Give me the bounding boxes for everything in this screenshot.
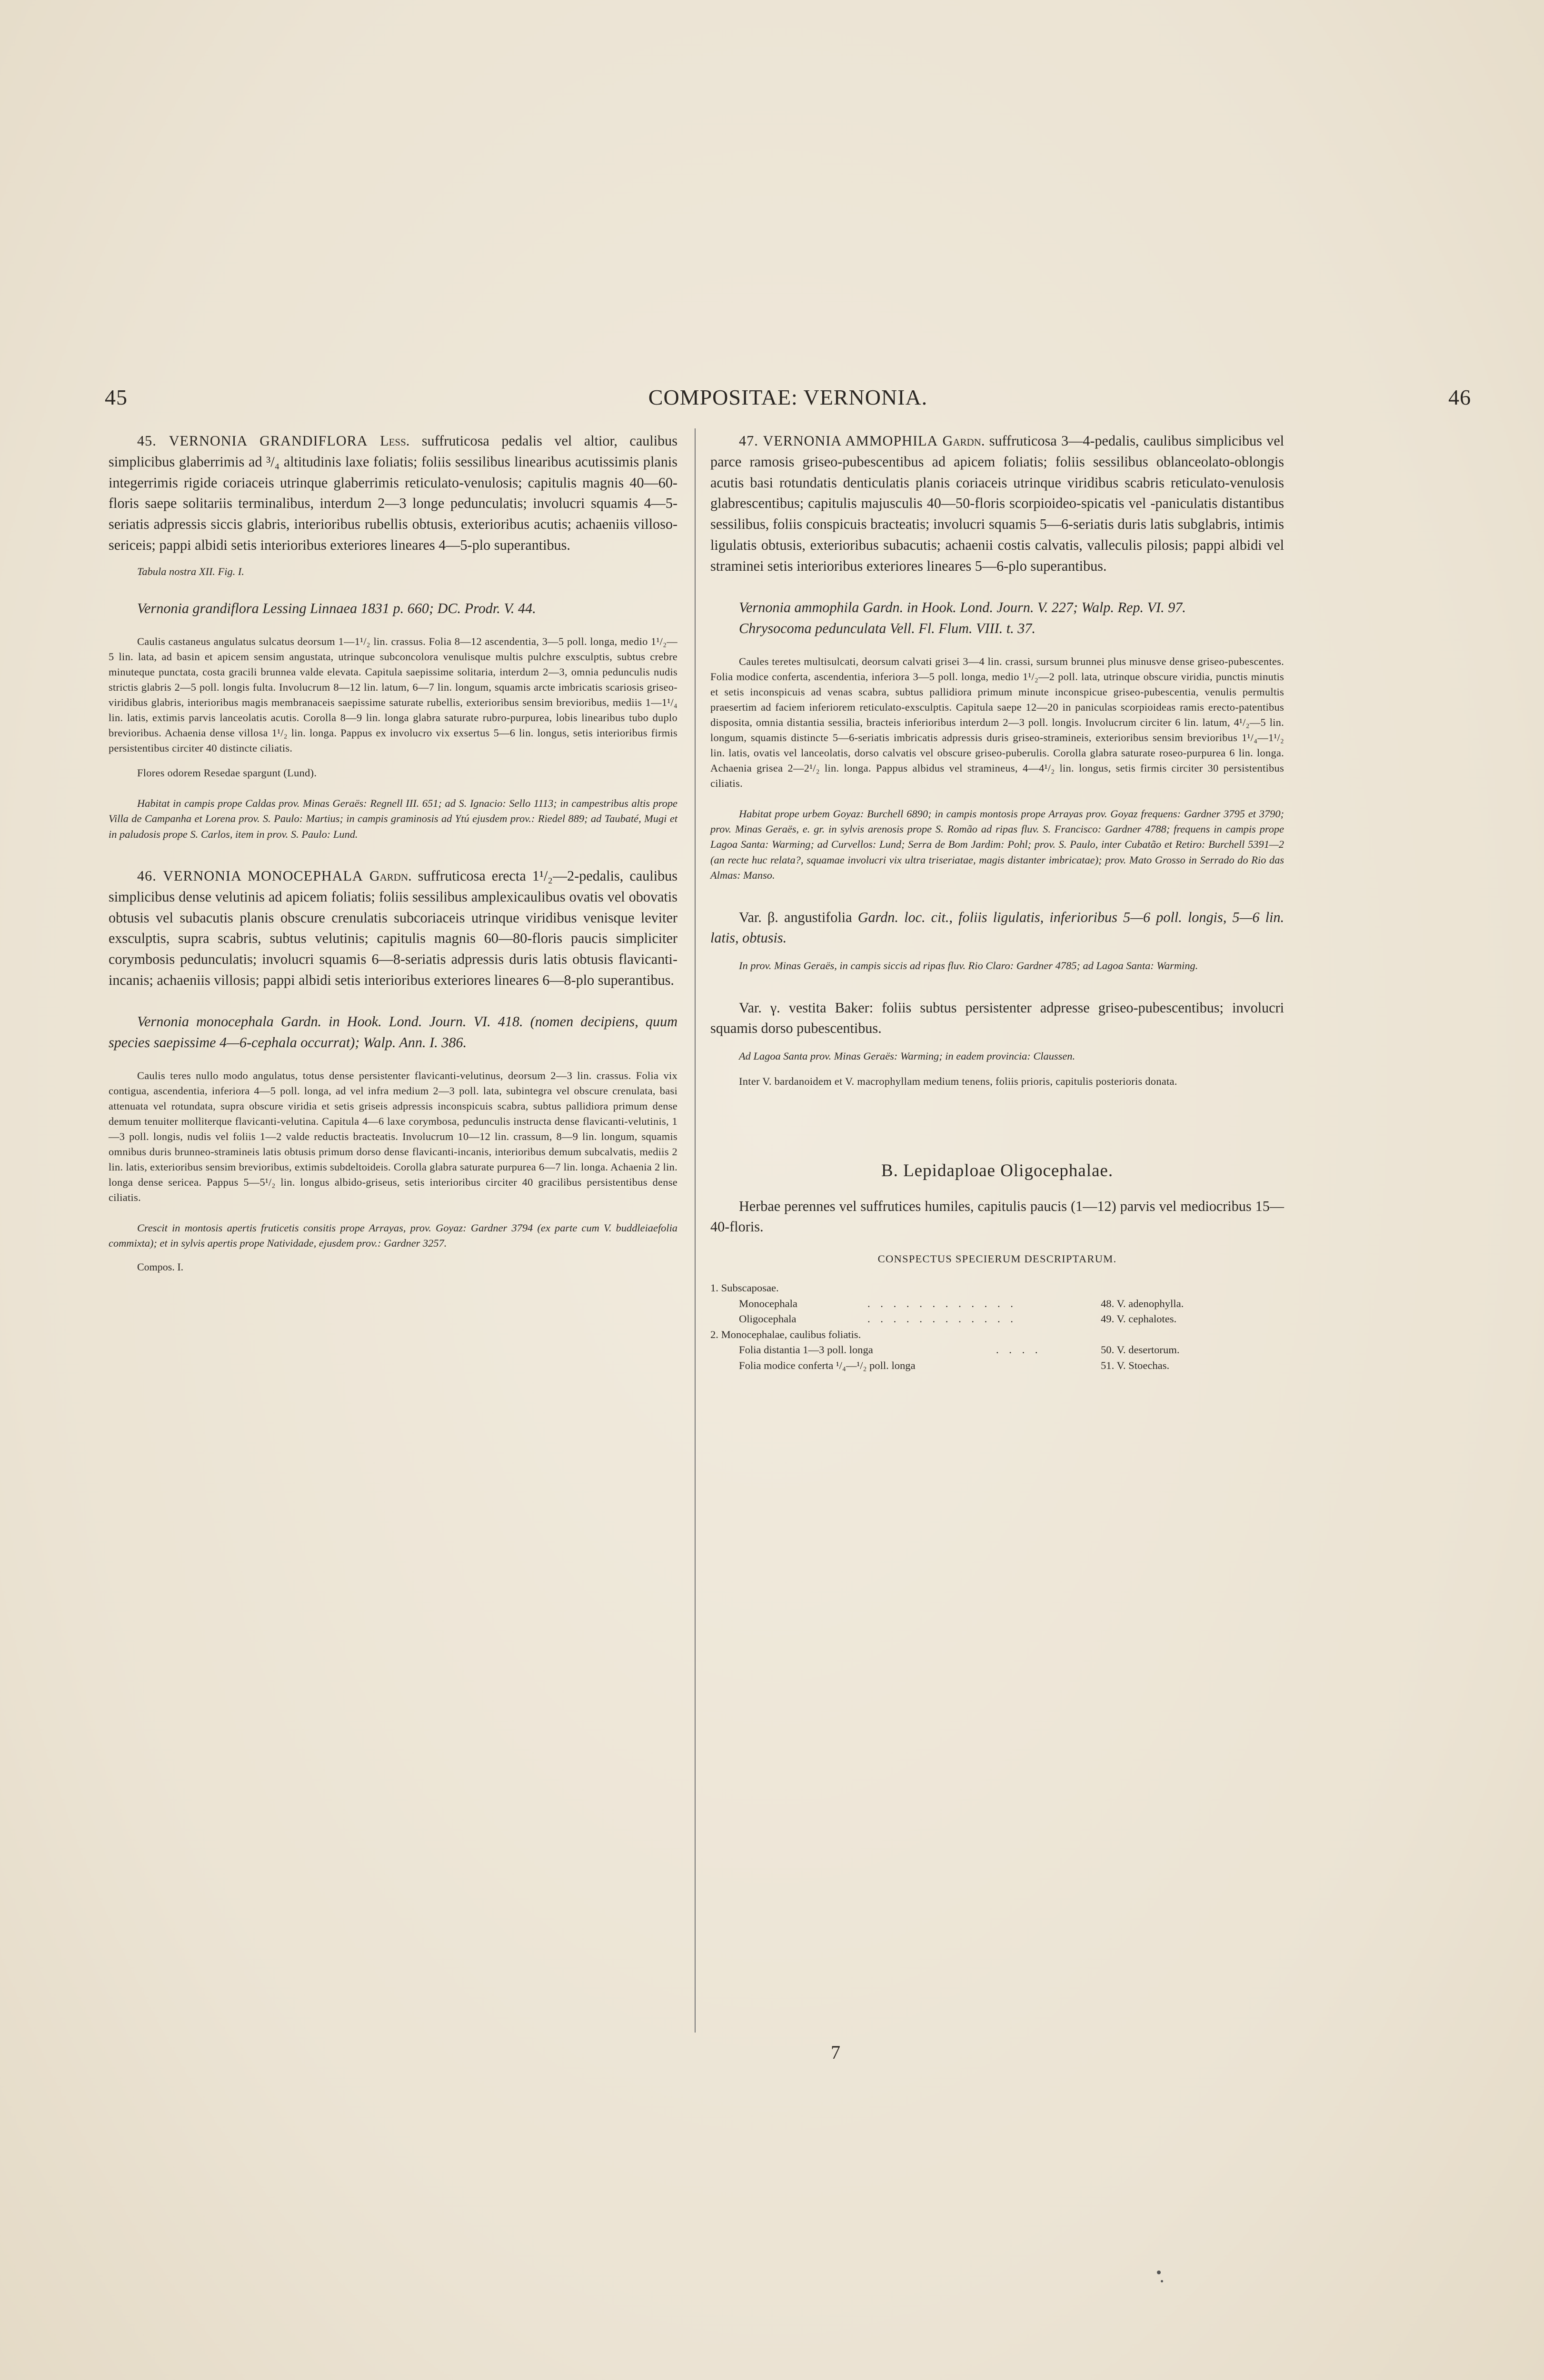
species-45-diagnosis [109, 431, 677, 556]
species-47-habitat: Habitat prope urbem Goyaz: Burchell 6890; in campis montosis prope Arrayas prov. Goyaz frequens: Gardner 3795 et 3790; prov. Minas Geraës, e. gr. in sylvis arenosis prope S. Romão ad ripas fluv. S. Francisco: Gardner 4788; frequens in campis prope Lagoa Santa: Warming; ad Curvellos: Lund; Serra de Bom Jardim: Pohl; prov. S. Paulo, inter Cubatão et Retiro: Burchell 5391—2 (an recte huc relata?, squamae involucri vix ultra triseriatae, magis distanter imbricatae); prov. Mato Grosso in Serrado do Rio das Almas: Manso. [710, 807, 1284, 882]
running-header [105, 385, 1471, 413]
species-45-habitat: Habitat in campis prope Caldas prov. Minas Geraës: Regnell III. 651; ad S. Ignacio: Sello 1113; in campestribus altis prope Villa de Campanha et Lorena prov. S. Paulo: Martius; in campis graminosis ad Ytú ejusdem prov.: Riedel 889; ad Taubaté, Mugi et in paludosis prope S. Carlos, item in prov. S. Paulo: Lund. [109, 797, 677, 840]
paper-speck [1157, 2271, 1161, 2274]
species-47-description: Caules teretes multisulcati, deorsum calvati grisei 3—4 lin. crassi, sursum brunnei plus minusve dense griseo-pubescentes. Folia modice conferta, ascendentia, inferiora 3—5 poll. longa, medio 1¹/₂—2 poll. lata, utrinque obscure viridia, punctis minutis et setis inconspicuis ad venas scabra, subtus pallidiora primum minute inconspicue griseo-pubescentia, venulis permultis praesertim ad faciem inferiorem reticulato-exsculptis. Capitula saepe 12—20 in paniculas scorpioideas ramis erecto-patentibus disposita, omnia distantia sessilia, bracteis inferioribus interdum 2—3 poll. longis. Involucrum circiter 6 lin. latum, 4¹/₂—5 lin. longum, squamis distincte 5—6-seriatis imbricatis adpressis duris griseo-stramineis, exterioribus sensim brevioribus 1¹/₄—1¹/₂ lin. latis, ovatis vel lanceolatis, dorso calvatis vel obscure griseo-puberulis. Corolla glabra saturate roseo-purpurea 6 lin. longa. Achaenia grisea 2—2¹/₂ lin. longa. Pappus albidus vel stramineus, 4—4¹/₂ lin. longus, setis firmis circiter 30 persistentibus ciliatis. [710, 655, 1284, 789]
variety-beta-habitat: In prov. Minas Geraës, in campis siccis ad ripas fluv. Rio Claro: Gardner 4785; ad Lagoa Santa: Warming. [739, 960, 1198, 972]
species-45-description: Caulis castaneus angulatus sulcatus deorsum 1—1¹/₂ lin. crassus. Folia 8—12 ascendentia, 3—5 poll. longa, medio 1¹/₂—5 lin. lata, ad basin et apicem sensim angustata, utrinque subconcolora venulisque multis pulchre exsculptis, subtus crebre minuteque punctata, costa gracili brunnea valde elevata. Capitula saepissime solitaria, interdum 2—3, omnia pedunculis nudis strictis glabris 2—5 poll. longis fulta. Involucrum 8—12 lin. latum, 6—7 lin. longum, squamis arcte imbricatis scariosis griseo-viridibus glabris, interioribus magis membranaceis saepissime saturate rubellis, exterioribus sensim brevioribus, mediis 1—1¹/₄ lin. latis, extimis parvis lanceolatis acutis. Corolla 8—9 lin. longa glabra saturate rubro-purpurea, lobis linearibus tubo duplo brevioribus. Achaenia dense villosa 1¹/₂ lin. longa. Pappus ex involucro vix exsertus 5—6 lin. longus, setis interioribus firmis persistentibus circiter 40 distincte ciliatis. [109, 635, 677, 754]
paper-speck [1161, 2280, 1163, 2282]
species-45-odor-note: Flores odorem Resedae spargunt (Lund). [137, 766, 317, 779]
page-number-right: 46 [1448, 385, 1471, 409]
key-row: Folia distantia 1—3 poll. longa . . . . 50. V. desertorum. [710, 1342, 1284, 1358]
key-row-target: 51. V. Stoechas. [1101, 1359, 1170, 1371]
species-46-diagnosis-text: suffruticosa erecta 1¹/₂—2-pedalis, caulibus simplicibus dense velutinis ad apicem foliatis; foliis sessilibus amplexicaulibus ovatis vel obovatis obtusis vel subacutis planis obscure crenulatis subcoriaceis utrinque viridibus venisque leviter exsculptis, supra scabris, subtus velutinis; capitulis magnis 60—80-floris paucis simpliciter corymbosis pedunculatis; involucri squamis 6—8-seriatis adpressis duris latis obtusis flavicanti-incanis; achaeniis villosis; pappi albidi setis interioribus exteriores lineares 6—8-plo superantibus. [109, 868, 678, 988]
key-row-label: 2. Monocephalae, caulibus foliatis. [710, 1328, 861, 1340]
key-row: Oligocephala . . . . . . . . . . . . 49. V. cephalotes. [710, 1311, 1284, 1327]
key-row-label: Folia modice conferta ¹/₄—¹/₂ poll. longa [739, 1359, 916, 1371]
variety-gamma-text: Baker: foliis subtus persistenter adpresse griseo-pubescentibus; involucri squamis dorso pubescentibus. [710, 999, 1284, 1037]
species-46-habitat: Crescit in montosis apertis fruticetis consitis prope Arrayas, prov. Goyaz: Gardner 3794 (ex parte cum V. buddleiaefolia commixta); et in sylvis apertis prope Natividade, ejusdem prov.: Gardner 3257. [109, 1221, 677, 1250]
species-45-heading: 45. VERNONIA GRANDIFLORA [137, 433, 368, 449]
species-47-affinity-note: Inter V. bardanoidem et V. macrophyllam medium tenens, foliis prioris, capitulis posterioris donata. [739, 1075, 1177, 1087]
key-row [710, 1358, 1284, 1374]
variety-gamma-label: Var. γ. vestita [739, 999, 827, 1016]
key-row: Monocephala . . . . . . . . . . . . 48. V. adenophylla. [710, 1296, 1284, 1312]
species-47-author: Gardn. [942, 433, 985, 449]
species-47-synonymy-2: Chrysocoma pedunculata Vell. Fl. Flum. VIII. t. 37. [739, 620, 1036, 636]
species-45-diagnosis-text: suffruticosa pedalis vel altior, caulibus simplicibus glaberrimis ad ³/₄ altitudinis laxe foliatis; foliis sessilibus linearibus acutissimis planis integerrimis rigide coriaceis utrinque glaberrimis reticulato-venulosis; capitulis magnis 40—60-floris saepe solitariis terminalibus, interdum 2—3 longe pedunculatis; involucri squamis 4—5-seriatis adpressis siccis glabris, interioribus rubellis obtusis, exterioribus acutis; achaeniis villoso-sericeis; pappi albidi setis interioribus exteriores lineares 4—5-plo superantibus. [109, 433, 678, 553]
species-47-synonymy-1: Vernonia ammophila Gardn. in Hook. Lond. Journ. V. 227; Walp. Rep. VI. 97. [739, 599, 1186, 615]
key-row-label: Oligocephala [739, 1313, 797, 1325]
key-row-target: 50. V. desertorum. [1101, 1344, 1180, 1356]
right-column [710, 431, 1284, 1373]
column-divider [695, 428, 696, 2033]
species-46-synonymy: Vernonia monocephala Gardn. in Hook. Lond. Journ. VI. 418. (nomen decipiens, quum species saepissime 4—6-cephala occurrat); Walp. Ann. I. 386. [109, 1013, 677, 1051]
key-row [710, 1327, 1284, 1343]
species-46-heading: 46. VERNONIA MONOCEPHALA [137, 868, 363, 884]
key-row-target: 48. V. adenophylla. [1101, 1297, 1184, 1309]
conspectus-title: CONSPECTUS SPECIERUM DESCRIPTARUM. [877, 1253, 1117, 1265]
key-row-label: 1. Subscaposae. [710, 1282, 779, 1294]
species-47-diagnosis [710, 431, 1284, 577]
species-47-heading: 47. VERNONIA AMMOPHILA [739, 433, 938, 449]
variety-beta-label: Var. β. angustifolia [739, 909, 852, 925]
species-47-diagnosis-text: suffruticosa 3—4-pedalis, caulibus simplicibus vel parce ramosis griseo-pubescentibus ad apicem foliatis; foliis sessilibus oblanceolato-oblongis acutis basi rotundatis denticulatis planis coriaceis utrinque viridibus scabris reticulato-venulosis glabrescentibus; capitulis majusculis 40—50-floris scorpioideo-spicatis vel -paniculatis distantibus sessilibus, foliis conspicuis bracteatis; involucri squamis 5—6-seriatis duris latis subglabris, intimis ligulatis obtusis, exterioribus subacutis; achaenii costis calvatis, valleculis pilosis; pappi albidi vel straminei setis interioribus exteriores lineares 5—6-plo superantibus. [710, 433, 1285, 574]
page-number-left: 45 [105, 385, 128, 409]
section-b-intro: Herbae perennes vel suffrutices humiles, capitulis paucis (1—12) parvis vel mediocribus 15—40-floris. [710, 1198, 1284, 1235]
signature-mark: Compos. I. [137, 1260, 184, 1273]
variety-beta-text: Gardn. loc. cit., foliis ligulatis, inferioribus 5—6 poll. longis, 5—6 lin. latis, obtusis. [710, 909, 1284, 946]
key-row-target: 49. V. cephalotes. [1101, 1313, 1177, 1325]
key-row [710, 1280, 1284, 1296]
left-column [109, 431, 677, 1273]
key-row-label: Folia distantia 1—3 poll. longa [739, 1344, 873, 1356]
species-46-author: Gardn. [369, 868, 412, 884]
species-46-description: Caulis teres nullo modo angulatus, totus dense persistenter flavicanti-velutinus, deorsum 2—3 lin. crassus. Folia vix contigua, ascendentia, inferiora 4—5 poll. longa, ad vel infra medium 2—3 poll. lata, subintegra vel obscure crenulata, basi attenuata vel rotundata, supra obscure viridia et setis griseis adpressis inconspicuis scabra, subtus pallidiora primum dense demum tenuiter molliterque flavicanti-velutina. Capitula 4—6 laxe corymbosa, pedunculis instructa dense flavicanti-velutinis, 1—3 poll. longis, nudis vel foliis 1—2 valde reductis bracteatis. Involucrum 10—12 lin. crassum, 8—9 lin. longum, squamis omnibus duris brunneo-stramineis latis obtusis primum dorso dense flavicanti-incanis, interioribus demum subcalvatis, mediis 2 lin. latis, exterioribus sensim brevioribus, extimis subdeltoideis. Corolla glabra saturate purpurea 6—7 lin. longa. Achaenia 2 lin. longa dense sericea. Pappus 5—5¹/₂ lin. longus albido-griseus, setis interioribus circiter 40 gracilibus persistentibus dense ciliatis. [109, 1069, 677, 1203]
species-45-synonymy: Vernonia grandiflora Lessing Linnaea 1831 p. 660; DC. Prodr. V. 44. [137, 600, 536, 616]
key-row-label: Monocephala [739, 1297, 797, 1309]
species-45-author: Less. [380, 433, 410, 449]
variety-gamma [710, 998, 1284, 1040]
variety-gamma-habitat: Ad Lagoa Santa prov. Minas Geraës: Warming; in eadem provincia: Claussen. [739, 1050, 1076, 1062]
variety-beta [710, 907, 1284, 949]
species-46-diagnosis [109, 866, 677, 991]
species-45-plate-reference: Tabula nostra XII. Fig. I. [137, 565, 244, 577]
sheet-number: 7 [831, 2042, 840, 2063]
section-b-title: B. Lepidaploae Oligocephalae. [881, 1160, 1114, 1180]
running-title: COMPOSITAE: VERNONIA. [648, 385, 928, 409]
conspectus-key [710, 1280, 1284, 1373]
